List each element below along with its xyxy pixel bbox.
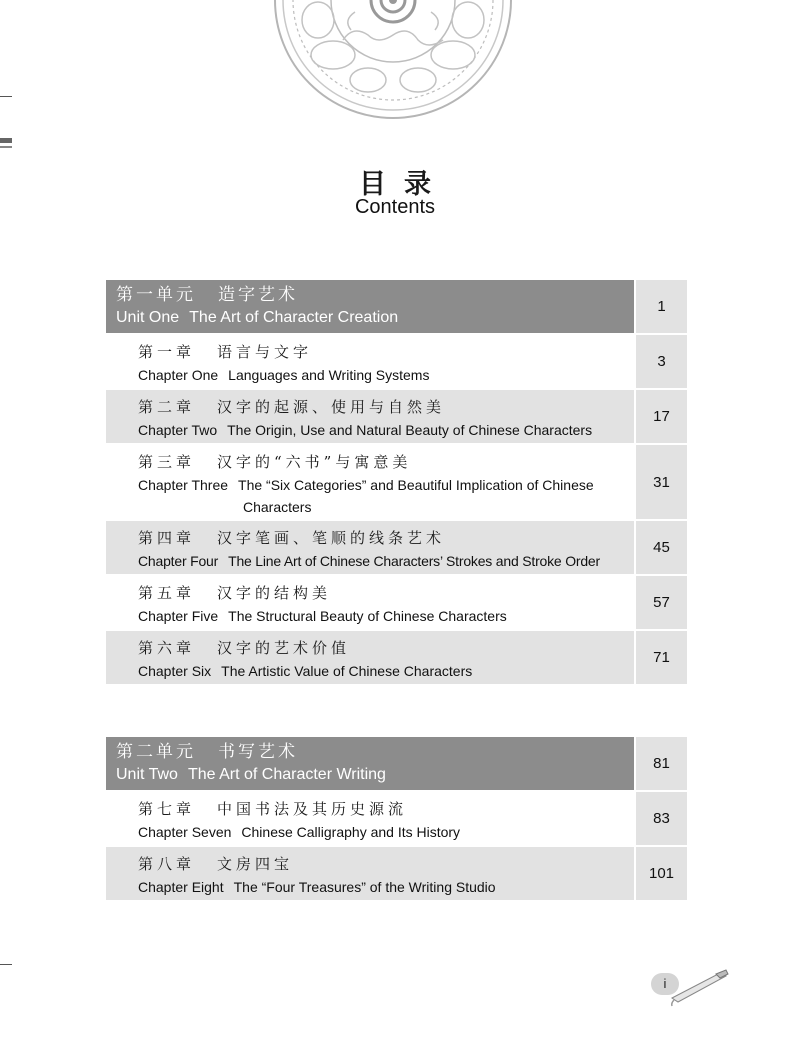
unit-title-zh: 书写艺术 [218,742,298,762]
unit-label-en: Unit Two [116,766,178,783]
edge-mark [0,964,12,965]
chapter-label-en: Chapter Six [138,663,212,679]
chapter-label-zh: 第三章 [138,453,196,471]
chapter-label-en: Chapter Four [138,553,219,569]
chapter-label-zh: 第七章 [138,800,196,818]
chapter-label-zh: 第五章 [138,584,196,602]
page-number: 31 [636,445,687,519]
chapter-title-zh: 语言与文字 [217,343,313,361]
chapter-title-zh: 文房四宝 [217,855,294,873]
page-number: 83 [636,792,687,845]
chapter-label-en: Chapter Seven [138,824,232,840]
page-number: 17 [636,390,687,443]
chapter-label-en: Chapter Three [138,477,229,493]
chapter-row[interactable] [106,335,687,390]
unit-row[interactable] [106,737,687,792]
page-number: 57 [636,576,687,629]
unit-row[interactable] [106,280,687,335]
chapter-label-en: Chapter Eight [138,879,224,895]
page-number: 45 [636,521,687,574]
unit-title-en: The Art of Character Writing [187,766,386,783]
page-title-en: Contents [354,196,436,218]
chapter-title-zh: 中国书法及其历史源流 [217,800,408,818]
page-title-zh: 目录 [359,169,449,200]
unit-two-table [106,737,687,902]
chapter-label-zh: 第一章 [138,343,196,361]
unit-title-zh: 造字艺术 [218,285,298,305]
chapter-title-en: The “Four Treasures” of the Writing Studio [233,879,496,895]
chapter-row[interactable] [106,576,687,631]
chapter-label-en: Chapter Five [138,608,219,624]
chapter-row[interactable] [106,847,687,902]
page-number: 101 [636,847,687,900]
chapter-label-zh: 第六章 [138,639,196,657]
chapter-title-zh: 汉字的“六书”与寓意美 [217,453,412,471]
chapter-row[interactable] [106,521,687,576]
page-number: 81 [636,737,687,790]
chapter-row[interactable] [106,445,687,521]
chapter-title-zh: 汉字的起源、使用与自然美 [217,398,446,416]
page-number: 71 [636,631,687,684]
decorative-medallion [273,0,513,120]
edge-mark [0,138,12,143]
unit-label-en: Unit One [116,309,180,326]
chapter-label-en: Chapter One [138,367,219,383]
edge-mark [0,96,12,97]
chapter-title-zh: 汉字的艺术价值 [217,639,351,657]
chapter-title-en: The Line Art of Chinese Characters’ Strokes and Stroke Order [228,553,600,569]
chapter-label-zh: 第八章 [138,855,196,873]
chapter-title-en: The “Six Categories” and Beautiful Implication of Chinese [238,477,594,493]
chapter-row[interactable] [106,631,687,686]
chapter-label-en: Chapter Two [138,422,218,438]
chapter-title-zh: 汉字笔画、笔顺的线条艺术 [217,529,446,547]
chapter-title-en: Chinese Calligraphy and Its History [241,824,461,840]
chapter-row[interactable] [106,390,687,445]
edge-mark [0,146,12,148]
unit-one-table [106,280,687,686]
brush-icon [670,968,730,1008]
chapter-title-en: The Origin, Use and Natural Beauty of Chinese Characters [227,422,593,438]
chapter-title-en: The Artistic Value of Chinese Characters [221,663,473,679]
chapter-label-zh: 第四章 [138,529,196,547]
chapter-title-en: The Structural Beauty of Chinese Characters [228,608,507,624]
page-number: 1 [636,280,687,333]
chapter-label-zh: 第二章 [138,398,196,416]
unit-label-zh: 第二单元 [116,742,196,762]
chapter-row[interactable] [106,792,687,847]
chapter-title-zh: 汉字的结构美 [217,584,332,602]
footer-page-number: i [651,973,679,995]
page-number: 3 [636,335,687,388]
chapter-title-en: Languages and Writing Systems [228,367,430,383]
unit-title-en: The Art of Character Creation [189,309,399,326]
unit-label-zh: 第一单元 [116,285,196,305]
chapter-title-en-continued: Characters [243,499,312,515]
